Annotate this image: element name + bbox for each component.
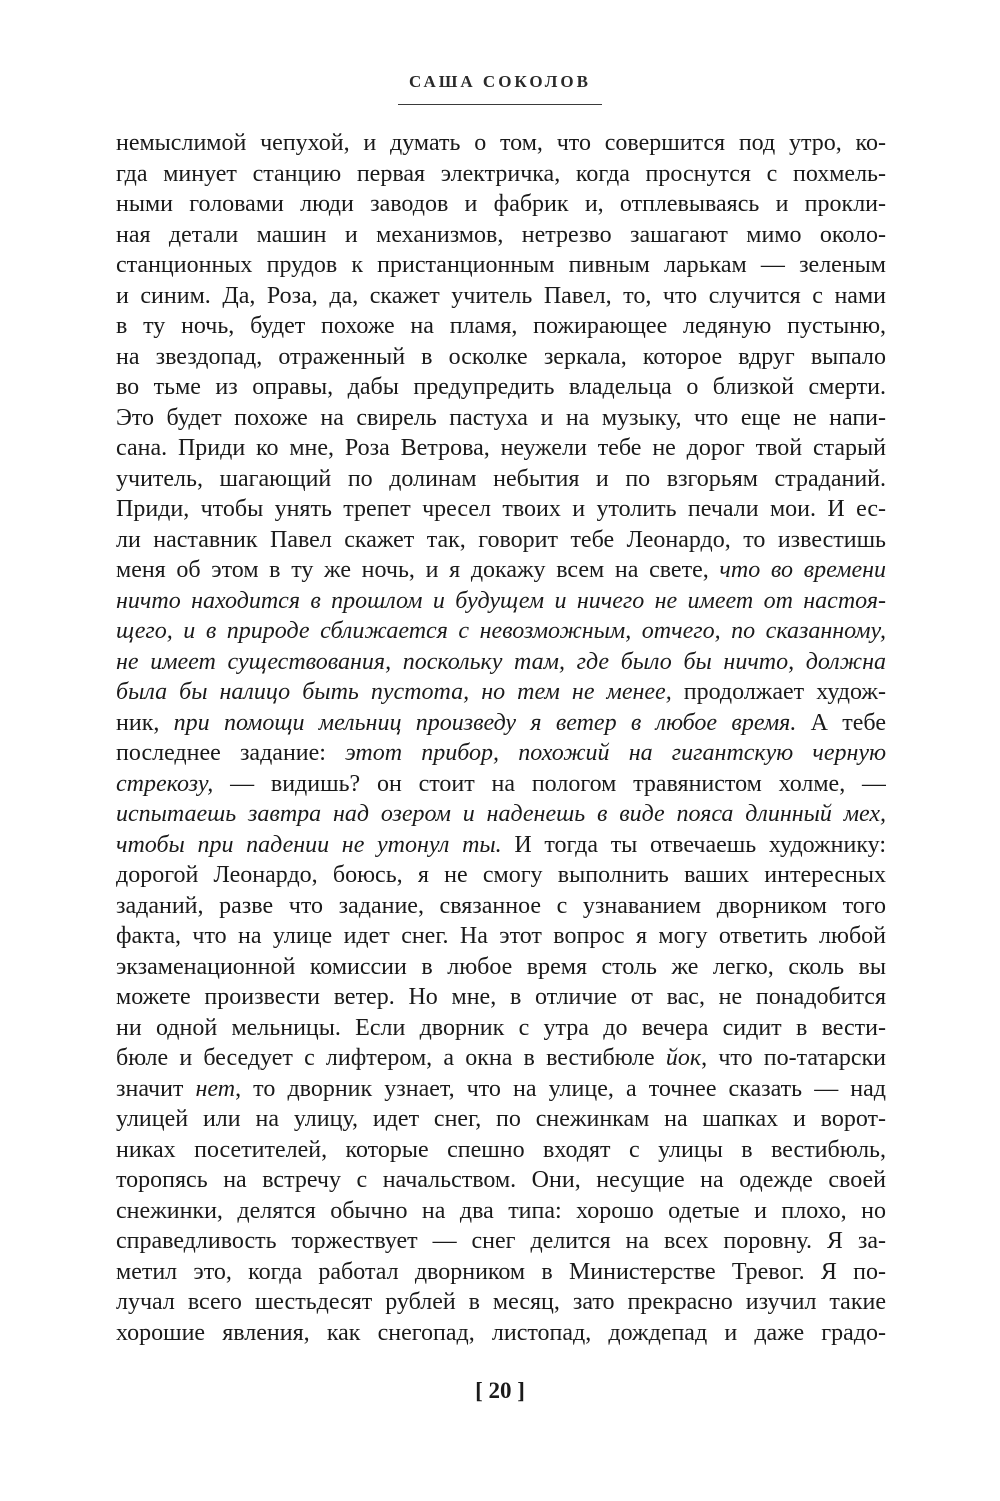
text-segment: снежинки, делятся обычно на два типа: хорошо одетые и плохо, но [116,1197,886,1224]
text-segment: , то дворник узнает, что на улице, а точнее сказать — над [235,1075,886,1102]
text-segment: меня об этом в ту же ночь, и я докажу всем на свете, [116,557,720,583]
text-segment: улицей или на улицу, идет снег, по снежинкам на шапках и ворот- [116,1106,886,1132]
text-line [116,128,886,159]
text-line [116,799,886,830]
text-line [116,250,886,281]
text-segment: заданий, разве что задание, связанное с узнаванием дворником того [116,892,886,919]
text-line [116,220,886,251]
body-text [116,128,886,1348]
text-line [116,494,886,525]
italic-text-segment: ничто находится в прошлом и будущем и ничего не имеет от настоя- [116,587,886,614]
text-segment: последнее задание: [116,740,346,766]
text-line [116,1165,886,1196]
text-line [116,1287,886,1318]
text-segment: сана. Приди ко мне, Роза Ветрова, неужели тебе не дорог твой старый [116,435,886,461]
text-line [116,616,886,647]
text-segment: немыслимой чепухой, и думать о том, что совершится под утро, ко- [116,130,886,156]
text-line [116,982,886,1013]
text-line [116,342,886,373]
text-segment: экзаменационной комиссии в любое время столь же легко, сколь вы [116,953,886,980]
text-segment: и синим. Да, Роза, да, скажет учитель Павел, то, что случится с нами [116,282,886,309]
text-line [116,281,886,312]
italic-text-segment: испытаешь завтра над озером и наденешь в виде пояса длинный мех, [116,801,886,827]
text-segment: можете произвести ветер. Но мне, в отличие от вас, не понадобится [116,984,886,1010]
text-line [116,586,886,617]
text-line [116,555,886,586]
running-header [0,72,1000,92]
text-segment: торопясь на встречу с начальством. Они, несущие на одежде своей [116,1167,886,1193]
text-line [116,891,886,922]
text-segment: И тогда ты отвечаешь художнику: [501,831,886,858]
page-number: [ 20 ] [475,1378,525,1403]
italic-text-segment: стрекозу, [116,770,214,797]
text-segment: справедливость торжествует — снег делится на всех поровну. Я за- [116,1228,886,1254]
text-line [116,921,886,952]
text-segment: факта, что на улице идет снег. На этот вопрос я могу ответить любой [116,923,886,949]
text-line [116,1226,886,1257]
italic-text-segment: была бы налицо быть пустота, но тем не менее, [116,679,672,705]
text-line [116,1257,886,1288]
text-segment: — видишь? он стоит на пологом травянистом холме, — [213,770,886,797]
italic-text-segment: чтобы при падении не утонул ты. [116,831,502,858]
text-line [116,372,886,403]
text-line [116,1074,886,1105]
text-line [116,647,886,678]
text-segment: Это будет похоже на свирель пастуха и на музыку, что еще не напи- [116,404,886,431]
text-segment: бюле и беседует с лифтером, а окна в вестибюле [116,1045,666,1071]
italic-text-segment: при помощи мельниц произведу я ветер в любое время. [173,709,797,736]
text-line [116,464,886,495]
text-segment: ными головами люди заводов и фабрик и, отплевываясь и прокли- [116,191,886,217]
running-title: САША СОКОЛОВ [409,72,591,91]
italic-text-segment: йок [665,1045,702,1071]
text-line [116,189,886,220]
text-segment: лучал всего шестьдесят рублей в месяц, зато прекрасно изучил такие [116,1289,886,1315]
text-segment: метил это, когда работал дворником в Министерстве Тревог. Я по- [116,1258,886,1285]
text-segment: значит [116,1075,196,1102]
text-line [116,433,886,464]
text-line [116,1135,886,1166]
text-segment: , что по-татарски [701,1045,886,1071]
text-segment: станционных прудов к пристанционным пивным ларькам — зеленым [116,252,886,278]
text-line [116,708,886,739]
text-line [116,677,886,708]
text-segment: Приди, чтобы унять трепет чресел твоих и утолить печали мои. И ес- [116,496,886,522]
italic-text-segment: не имеет существования, поскольку там, где было бы ничто, должна [116,648,886,675]
text-segment: ни одной мельницы. Если дворник с утра до вечера сидит в вести- [116,1014,886,1041]
text-line [116,159,886,190]
text-segment: в ту ночь, будет похоже на пламя, пожирающее ледяную пустыню, [116,313,886,339]
text-line [116,738,886,769]
text-segment: хорошие явления, как снегопад, листопад, дождепад и даже градо- [116,1319,886,1346]
text-segment: никах посетителей, которые спешно входят с улицы в вестибюль, [116,1136,886,1163]
text-line [116,860,886,891]
text-segment: учитель, шагающий по долинам небытия и по взгорьям страданий. [116,465,886,492]
text-line [116,1013,886,1044]
header-rule [398,104,602,105]
text-line [116,1318,886,1349]
text-line [116,1043,886,1074]
text-line [116,525,886,556]
italic-text-segment: этот прибор, похожий на гигантскую черную [345,740,886,766]
text-segment: А тебе [796,709,886,736]
text-line [116,952,886,983]
text-segment: ная детали машин и механизмов, нетрезво зашагают мимо около- [116,221,886,248]
text-segment: во тьме из оправы, дабы предупредить владельца о близкой смерти. [116,374,886,400]
text-segment: гда минует станцию первая электричка, когда проснутся с похмель- [116,160,886,187]
text-segment: дорогой Леонардо, боюсь, я не смогу выполнить ваших интересных [116,862,886,888]
text-segment: продолжает худож- [671,679,886,705]
text-line [116,1196,886,1227]
italic-text-segment: что во времени [719,557,886,583]
text-segment: ник, [116,709,174,736]
text-line [116,769,886,800]
text-line [116,403,886,434]
text-segment: ли наставник Павел скажет так, говорит тебе Леонардо, то известишь [116,526,886,553]
text-line [116,830,886,861]
text-line [116,311,886,342]
italic-text-segment: щего, и в природе сближается с невозможным, отчего, по сказанному, [116,618,886,644]
italic-text-segment: нет [195,1075,236,1102]
text-line [116,1104,886,1135]
text-segment: на звездопад, отраженный в осколке зеркала, которое вдруг выпало [116,343,886,370]
